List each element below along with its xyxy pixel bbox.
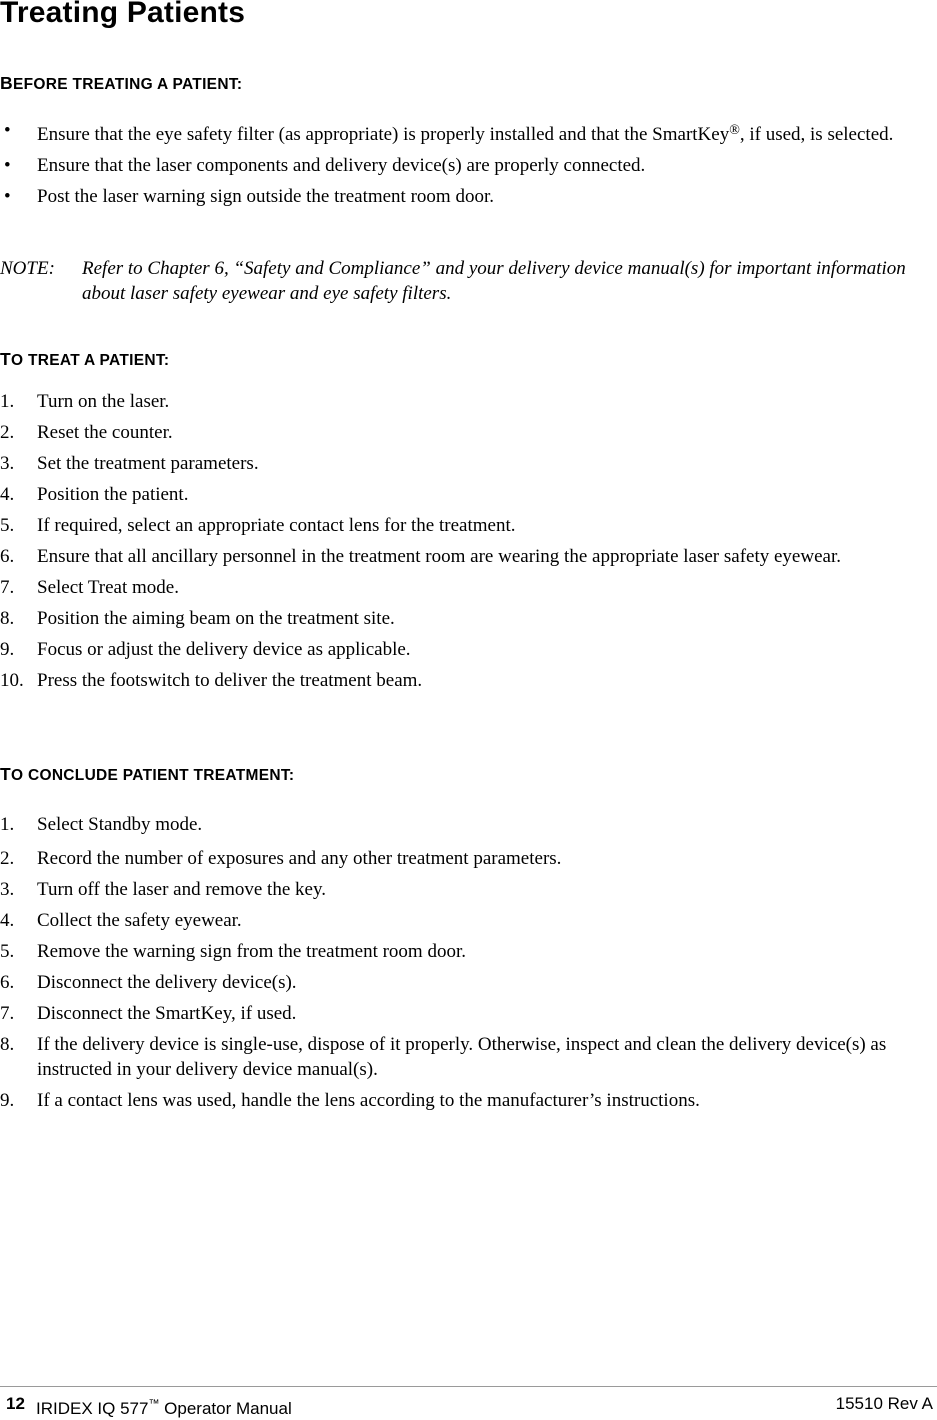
manual-title-part: Operator Manual [159, 1399, 292, 1418]
page-title: Treating Patients [0, 0, 246, 29]
step-item [0, 908, 937, 933]
step-item [0, 1032, 917, 1082]
bullet-icon: • [4, 155, 11, 176]
registered-mark: ® [729, 123, 740, 138]
heading-rest: O CONCLUDE PATIENT TREATMENT: [11, 767, 295, 784]
item-text: Ensure that the laser components and delivery device(s) are properly connected. [37, 155, 646, 176]
step-number: 4. [0, 484, 15, 505]
conclude-steps-list [0, 812, 937, 1113]
step-item [0, 544, 937, 569]
bullet-icon: • [4, 186, 11, 207]
item-text: Post the laser warning sign outside the treatment room door. [37, 186, 494, 207]
step-number: 1. [0, 391, 15, 412]
item-text [37, 124, 893, 145]
heading-rest: EFORE TREATING A PATIENT: [12, 76, 243, 93]
step-item [0, 513, 937, 538]
step-item [0, 451, 937, 476]
step-text: Turn off the laser and remove the key. [37, 879, 326, 900]
step-text: If a contact lens was used, handle the lens according to the manufacturer’s instructions. [37, 1090, 700, 1111]
step-text: Focus or adjust the delivery device as applicable. [37, 639, 411, 660]
list-item [0, 184, 920, 209]
list-item [0, 118, 920, 147]
step-text: Set the treatment parameters. [37, 453, 259, 474]
step-item [0, 482, 937, 507]
step-number: 6. [0, 972, 15, 993]
step-item [0, 812, 937, 837]
item-text-part: Ensure that the eye safety filter (as appropriate) is properly installed and that the SmartKey [37, 124, 730, 145]
item-text-part: , if used, is selected. [739, 124, 894, 145]
heading-initial: T [0, 764, 11, 784]
step-item [0, 420, 937, 445]
document-revision: 15510 Rev A [835, 1394, 933, 1413]
step-text: Collect the safety eyewear. [37, 910, 242, 931]
footer-divider [0, 1386, 937, 1387]
treat-steps-list [0, 389, 937, 693]
before-treating-list [0, 118, 920, 209]
manual-title-part: IRIDEX IQ 577 [36, 1399, 149, 1418]
trademark-mark: ™ [148, 1398, 160, 1410]
section-heading-before-treating [0, 73, 242, 94]
step-number: 4. [0, 910, 15, 931]
heading-initial: B [0, 73, 13, 93]
note-text: Refer to Chapter 6, “Safety and Compliance” and your delivery device manual(s) for important information about laser safety eyewear and eye safety filters. [82, 258, 906, 304]
step-item [0, 389, 937, 414]
step-number: 8. [0, 1034, 15, 1055]
step-text: Select Standby mode. [37, 814, 203, 835]
step-number: 3. [0, 879, 15, 900]
step-text: Record the number of exposures and any other treatment parameters. [37, 848, 562, 869]
step-text: Remove the warning sign from the treatment room door. [37, 941, 466, 962]
step-item [0, 637, 937, 662]
step-number: 2. [0, 422, 15, 443]
step-number: 2. [0, 848, 15, 869]
section-heading-to-treat [0, 349, 169, 370]
step-number: 6. [0, 546, 15, 567]
manual-title [36, 1393, 292, 1420]
note-label: NOTE: [0, 258, 55, 279]
step-item [0, 1088, 937, 1113]
step-text: Select Treat mode. [37, 577, 179, 598]
step-item [0, 668, 937, 693]
page-footer [0, 1393, 937, 1418]
step-item [0, 970, 937, 995]
step-text: Disconnect the delivery device(s). [37, 972, 297, 993]
step-item [0, 877, 937, 902]
step-text: Turn on the laser. [37, 391, 170, 412]
step-item [0, 575, 937, 600]
step-text: Reset the counter. [37, 422, 173, 443]
step-number: 9. [0, 1090, 15, 1111]
list-item [0, 153, 920, 178]
step-item [0, 939, 937, 964]
step-text: Disconnect the SmartKey, if used. [37, 1003, 297, 1024]
step-number: 9. [0, 639, 15, 660]
section-heading-to-conclude [0, 764, 294, 785]
step-text: If required, select an appropriate contact lens for the treatment. [37, 515, 516, 536]
step-text: Position the aiming beam on the treatment site. [37, 608, 395, 629]
step-number: 10. [0, 670, 24, 691]
step-number: 5. [0, 941, 15, 962]
heading-rest: O TREAT A PATIENT: [11, 352, 170, 369]
step-text: Press the footswitch to deliver the treatment beam. [37, 670, 423, 691]
step-item [0, 846, 937, 871]
bullet-icon: • [4, 120, 11, 141]
step-number: 3. [0, 453, 15, 474]
page-number: 12 [6, 1394, 25, 1413]
step-text: Ensure that all ancillary personnel in the treatment room are wearing the appropriate laser safety eyewear. [37, 546, 841, 567]
step-number: 5. [0, 515, 15, 536]
heading-initial: T [0, 349, 11, 369]
step-number: 8. [0, 608, 15, 629]
step-item [0, 606, 937, 631]
step-text: Position the patient. [37, 484, 189, 505]
step-item [0, 1001, 937, 1026]
step-number: 7. [0, 1003, 15, 1024]
step-number: 1. [0, 814, 15, 835]
step-text: If the delivery device is single-use, dispose of it properly. Otherwise, inspect and clean the delivery device(s) as instructed in your delivery device manual(s). [37, 1034, 887, 1080]
step-number: 7. [0, 577, 15, 598]
